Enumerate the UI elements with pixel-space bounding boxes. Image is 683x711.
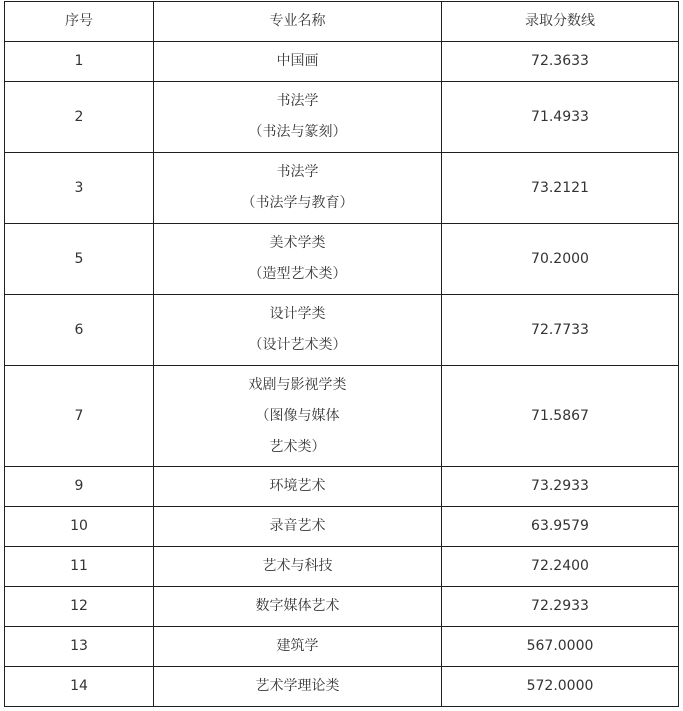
row-serial-no: 13 xyxy=(5,627,154,667)
header-major-name: 专业名称 xyxy=(154,2,442,42)
major-name-line: （书法与篆刻） xyxy=(248,124,347,140)
row-major-name xyxy=(154,82,442,153)
major-name-line: 艺术类） xyxy=(269,438,326,455)
row-major-name xyxy=(154,224,442,295)
major-name-line: （图像与媒体 xyxy=(255,407,340,424)
major-name-line: 中国画 xyxy=(276,53,319,69)
row-serial-no: 2 xyxy=(5,82,154,153)
row-serial-no: 10 xyxy=(5,507,154,547)
table-row xyxy=(5,153,679,224)
row-major-name xyxy=(154,153,442,224)
row-major-name xyxy=(154,547,442,587)
row-score: 70.2000 xyxy=(442,224,679,295)
row-serial-no: 14 xyxy=(5,667,154,707)
row-major-name xyxy=(154,467,442,507)
table-row xyxy=(5,587,679,627)
row-score: 72.3633 xyxy=(442,42,679,82)
row-serial-no: 6 xyxy=(5,295,154,366)
row-score: 567.0000 xyxy=(442,627,679,667)
table-row xyxy=(5,295,679,366)
row-major-name xyxy=(154,366,442,467)
header-serial-no: 序号 xyxy=(5,2,154,42)
row-score: 572.0000 xyxy=(442,667,679,707)
table-row xyxy=(5,467,679,507)
table-row xyxy=(5,82,679,153)
table-row xyxy=(5,667,679,707)
major-name-line: （设计艺术类） xyxy=(248,337,347,353)
row-major-name xyxy=(154,295,442,366)
row-serial-no: 5 xyxy=(5,224,154,295)
row-major-name xyxy=(154,667,442,707)
row-major-name xyxy=(154,627,442,667)
row-major-name xyxy=(154,42,442,82)
major-name-line: 设计学类 xyxy=(269,306,326,322)
table-row xyxy=(5,627,679,667)
row-score: 73.2933 xyxy=(442,467,679,507)
row-serial-no: 3 xyxy=(5,153,154,224)
row-serial-no: 9 xyxy=(5,467,154,507)
row-score: 72.2400 xyxy=(442,547,679,587)
row-score: 72.7733 xyxy=(442,295,679,366)
table-row xyxy=(5,224,679,295)
table-row xyxy=(5,42,679,82)
major-name-line: 数字媒体艺术 xyxy=(255,598,340,614)
major-name-line: 录音艺术 xyxy=(269,518,326,534)
row-score: 71.5867 xyxy=(442,366,679,467)
row-serial-no: 7 xyxy=(5,366,154,467)
row-major-name xyxy=(154,507,442,547)
row-score: 71.4933 xyxy=(442,82,679,153)
header-score-line: 录取分数线 xyxy=(442,2,679,42)
major-name-line: 美术学类 xyxy=(269,235,326,251)
major-name-line: 艺术与科技 xyxy=(262,558,333,574)
row-score: 72.2933 xyxy=(442,587,679,627)
major-name-line: 环境艺术 xyxy=(269,478,326,494)
table-row xyxy=(5,366,679,467)
major-name-line: 建筑学 xyxy=(276,638,319,654)
table-row xyxy=(5,507,679,547)
major-name-line: （造型艺术类） xyxy=(248,266,347,282)
major-name-line: 艺术学理论类 xyxy=(255,678,340,694)
major-name-line: （书法学与教育） xyxy=(241,195,354,211)
table-row xyxy=(5,547,679,587)
row-serial-no: 11 xyxy=(5,547,154,587)
major-name-line: 书法学 xyxy=(276,164,319,180)
row-score: 73.2121 xyxy=(442,153,679,224)
row-score: 63.9579 xyxy=(442,507,679,547)
admission-score-table xyxy=(4,1,679,707)
row-major-name xyxy=(154,587,442,627)
major-name-line: 戏剧与影视学类 xyxy=(248,376,347,393)
major-name-line: 书法学 xyxy=(276,93,319,109)
row-serial-no: 12 xyxy=(5,587,154,627)
table-header-row xyxy=(5,2,679,42)
row-serial-no: 1 xyxy=(5,42,154,82)
